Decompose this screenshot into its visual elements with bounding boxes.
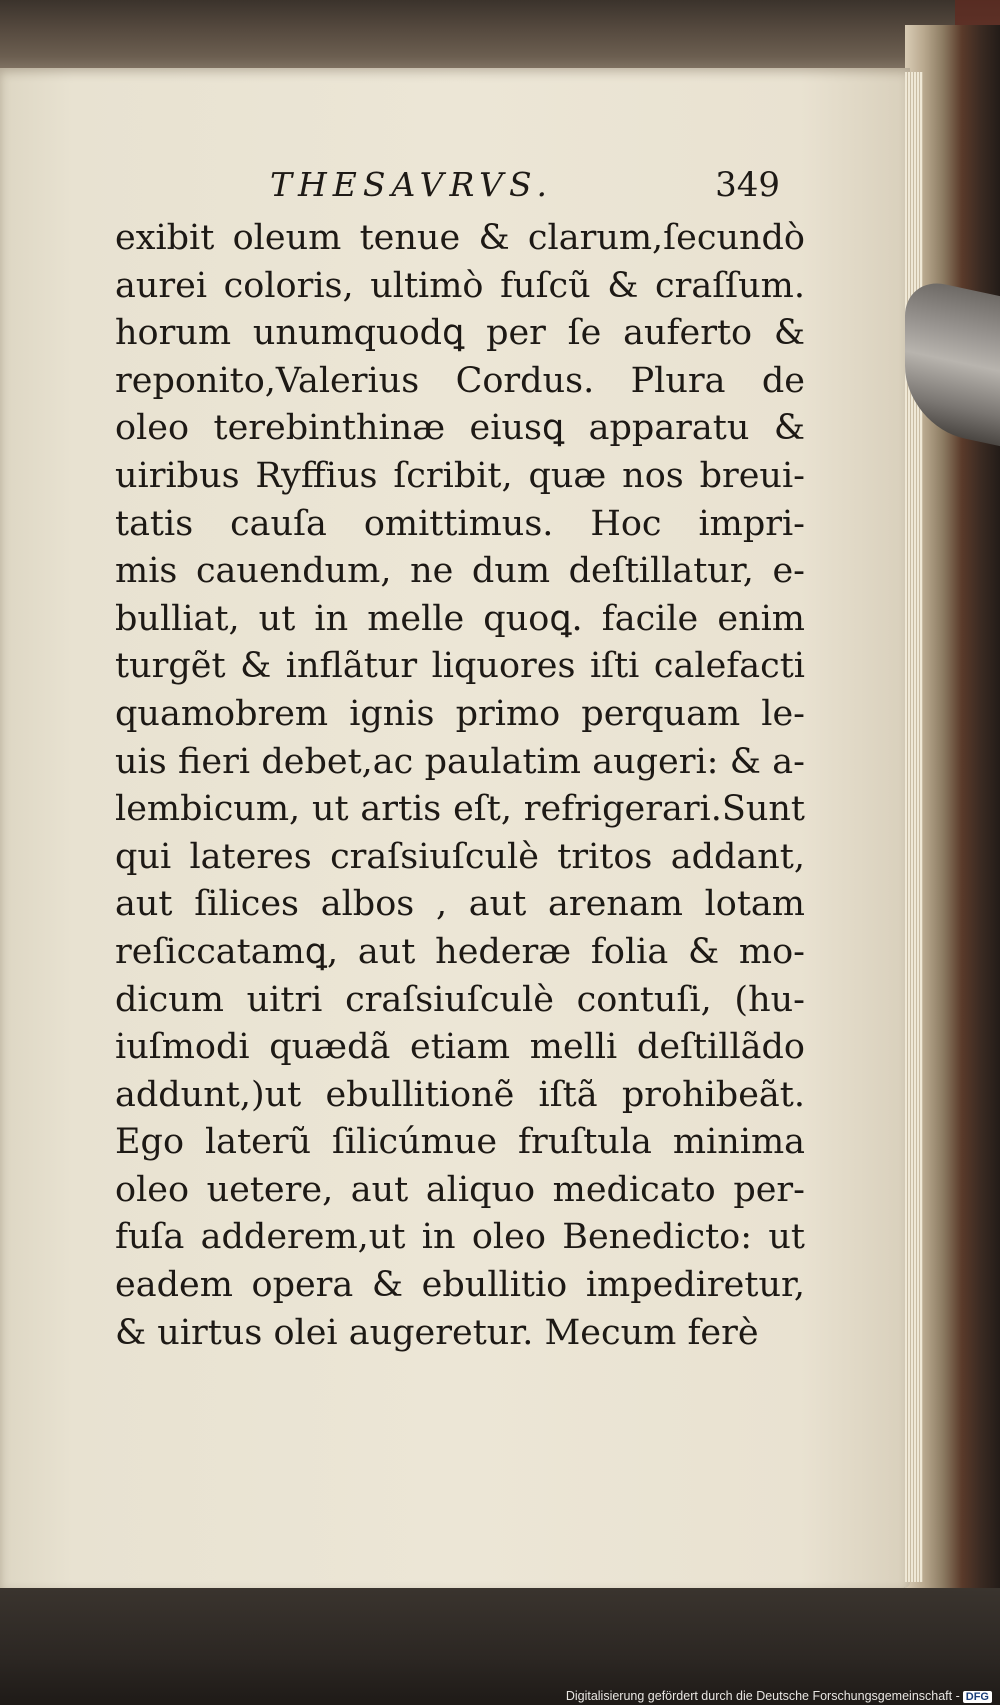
text-line: reſiccatamꝗ, aut hederæ folia & mo-	[115, 931, 805, 972]
text-line: fuſa adderem,ut in oleo Benedicto: ut	[115, 1217, 805, 1258]
text-line: oleo terebinthinæ eiusꝗ apparatu &	[115, 408, 805, 449]
text-line: uis fieri debet,ac paulatim augeri: & a-	[115, 741, 805, 782]
text-line: & uirtus olei augeretur. Mecum ferè	[115, 1312, 759, 1353]
text-line: bulliat, ut in melle quoꝗ. facile enim	[115, 598, 805, 639]
credit-text: Digitalisierung gefördert durch die Deutsche Forschungsgemeinschaft -	[565, 1689, 960, 1703]
text-line: tatis cauſa omittimus. Hoc impri-	[115, 503, 805, 544]
text-line: dicum uitri craſsiuſculè contuſi, (hu-	[115, 979, 805, 1020]
text-line: quamobrem ignis primo perquam le-	[115, 693, 805, 734]
text-line: iuſmodi quædã etiam melli deſtillãdo	[115, 1027, 805, 1068]
text-line: aut ſilices albos , aut arenam lotam	[115, 884, 805, 925]
text-line: turgẽt & inflãtur liquores iſti calefacti	[115, 646, 805, 687]
body-text	[115, 215, 805, 1357]
text-line: addunt,)ut ebullitionẽ iſtã prohibeãt.	[115, 1074, 805, 1115]
text-line: horum unumquodꝗ per ſe auferto &	[115, 313, 805, 354]
digitization-credit	[566, 1689, 992, 1703]
dfg-logo-icon: DFG	[963, 1691, 992, 1703]
text-line: Ego laterũ ſilicúmue fruſtula minima	[115, 1122, 805, 1163]
text-line: qui lateres craſsiuſculè tritos addant,	[115, 836, 805, 877]
text-line: mis cauendum, ne dum deſtillatur, e-	[115, 551, 805, 592]
text-line: eadem opera & ebullitio impediretur,	[115, 1265, 805, 1306]
scan-background-bottom	[0, 1588, 1000, 1705]
text-line: lembicum, ut artis eſt, refrigerari.Sunt	[115, 789, 805, 830]
text-line: oleo uetere, aut aliquo medicato per-	[115, 1169, 805, 1210]
running-head	[120, 165, 780, 215]
page-number: 349	[715, 165, 780, 205]
running-title: THESAVRVS.	[270, 165, 553, 204]
text-line: reponito,Valerius Cordus. Plura de	[115, 360, 805, 401]
scan-background-top	[0, 0, 1000, 75]
text-line: uiribus Ryffius ſcribit, quæ nos breui-	[115, 455, 805, 496]
text-line: aurei coloris, ultimò fuſcũ & craſſum.	[115, 265, 805, 306]
text-line: exibit oleum tenue & clarum,ſecundò	[115, 218, 805, 258]
